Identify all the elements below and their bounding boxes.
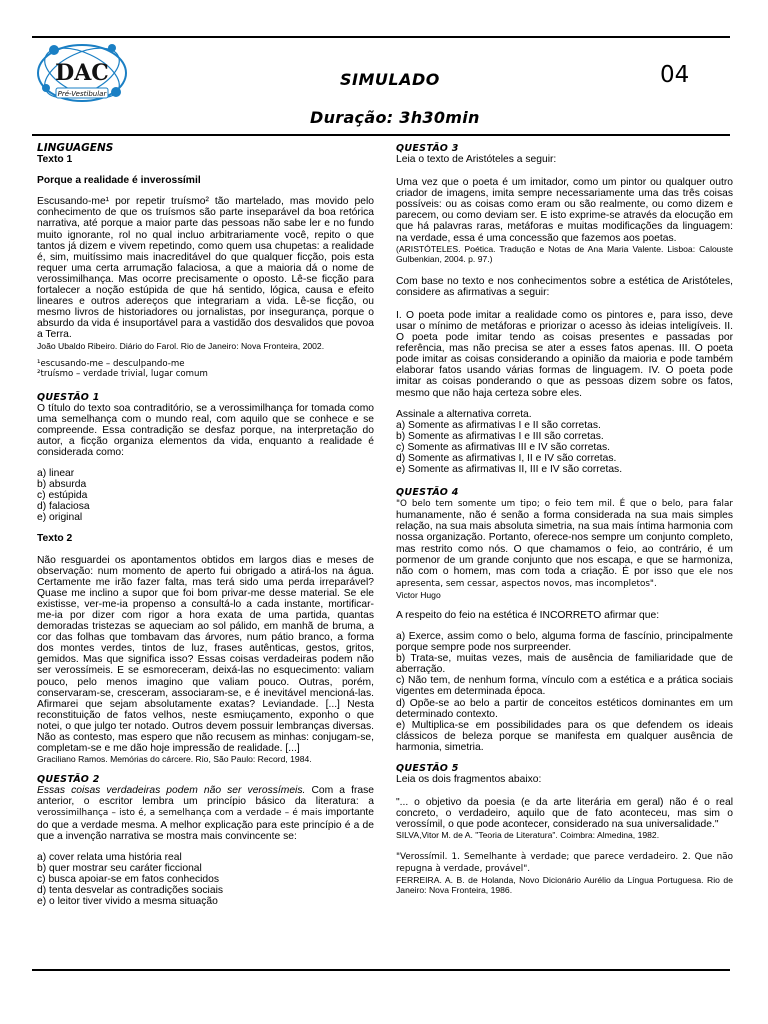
top-rule [32, 36, 730, 38]
question-4-body: humanamente, não é senão a forma considerada na sua mais simples relação, na sua mais absoluta simetria, na sua mais íntima harmonia com nossa organização. Portanto, oferece-nos sempre um conjunto completo, mas restrito como nós. O que chamamos o feio, ao contrário, é um pormenor de um grande conjunto que nos escapa, e que se harmoniza, não com o homem, mas com toda a criação. É por isso [396, 510, 733, 577]
left-column [37, 143, 374, 907]
question-4-spaced-b: que ele nos apresenta, sem cessar, aspectos novos, mas incompletos". [396, 566, 733, 589]
question-4-spaced-a: "O belo tem somente um tipo; o feio tem mil. É que o belo, para falar [396, 499, 733, 510]
question-1-option-e: e) original [37, 512, 83, 524]
question-2-text [37, 785, 374, 841]
duration-label: Duração: 3h30min [310, 108, 480, 127]
question-4-option-c: c) Não tem, de nenhum forma, vínculo com a estética e a prática sociais vigentes em determinada época. [396, 675, 733, 698]
question-3-heading: QUESTÃO 3 [396, 143, 459, 154]
question-3-items: I. O poeta pode imitar a realidade como os pintores e, para isso, deve usar o mínimo de metáforas e priorizar o acesso às ideias inteligíveis. II. O poeta pode imitar tendo as coisas presentes e passadas por referência, mas não precisa se ater a esses fatos apenas. III. O poeta pode imitar as coisas considerando a opinião da maioria e pode também elaborar fatos usando várias formas de linguagem. IV. O poeta pode imitar as coisas ponderando o que as pessoas dizem sobre os fatos, mesmo que não haja certeza sobre eles. [396, 309, 733, 399]
dac-logo [36, 36, 128, 110]
texto2-reference: Graciliano Ramos. Memórias do cárcere. Rio, São Paulo: Record, 1984. [37, 754, 312, 765]
question-3-reference: (ARISTÓTELES. Poética. Tradução e Notas de Ana Maria Valente. Lisboa: Calouste Gulbenkian, 2004. p. 97.) [396, 243, 733, 264]
question-3-quote: Uma vez que o poeta é um imitador, como um pintor ou qualquer outro criador de imagens, imita sempre necessariamente uma das três coisas possíveis: ou as coisas como eram ou são realmente, ou como dizem e parecem, ou como deviam ser. E isto exprime-se através da elocução em que há palavras raras, metáforas e muitas modificações da linguagem: na verdade, essa é uma concessão que fazemos aos poetas. [396, 177, 733, 244]
question-2-option-a: a) cover relata uma história real [37, 851, 182, 863]
question-2-text-b: importante do que a verdade mesma. A melhor explicação para este princípio é a de que a invenção narrativa se mostra mais convincente se: [37, 807, 375, 842]
texto1-reference: João Ubaldo Ribeiro. Diário do Farol. Rio de Janeiro: Nova Fronteira, 2002. [37, 340, 325, 351]
exam-number: 04 [660, 62, 690, 88]
question-2-spaced: verossimilhança – isto é, a semelhança com a verdade – é mais [37, 808, 323, 819]
question-3-intro: Leia o texto de Aristóteles a seguir: [396, 154, 557, 165]
question-2-text-a: Com a frase anterior, o escritor lembra um princípio básico da literatura: a [37, 785, 374, 808]
question-3-option-d: d) Somente as afirmativas I, II e IV são corretas. [396, 452, 617, 464]
question-3-text: Com base no texto e nos conhecimentos sobre a estética de Aristóteles, considere as afirmativas a seguir: [396, 275, 733, 298]
question-1-option-c: c) estúpida [37, 490, 88, 502]
texto1-body: Escusando-me¹ por repetir truísmo² tão martelado, mas movido pelo conhecimento de que os truísmos são parte inseparável da boa retórica narrativa, até porque a maior parte das pessoas não sabe ler e no fundo muito ignorante, rol no qual incluo arbitrariamente você, repito o que tantos já dizem e vivem repetindo, como quem usa chupetas: a realidade é, sim, muitíssimo mais inacreditável do que qualquer ficção, pois esta requer uma certa arrumação falaciosa, a que a maioria dá o nome de verossimilhança. Mas ocorre precisamente o oposto. Lê-se ficção para fortalecer a noção estúpida de que há sentido, lógica, causa e efeito lineares e outros adereços que integrariam a vida. Lê-se ficção, ou mesmo livros de historiadores ou jornalistas, por insegurança, porque o absurdo da vida é insuportável para a vastidão dos desvalidos que povoa a Terra. [37, 196, 374, 341]
question-1-heading: QUESTÃO 1 [37, 391, 100, 403]
page-title: SIMULADO [340, 70, 440, 89]
footnote-1: ¹escusando-me – desculpando-me [37, 358, 185, 369]
question-4-option-b: b) Trata-se, muitas vezes, mais de ausência de familiaridade que de aberração. [396, 653, 733, 676]
bottom-rule [32, 969, 730, 971]
question-5-fragment-1: "... o objetivo da poesia (e da arte literária em geral) não é o real concreto, o verdadeiro, aquilo que de fato aconteceu, mas sim o verossímil, o que pode acontecer, considerado na sua universalidade." [396, 797, 733, 831]
question-4-author: Victor Hugo [396, 589, 441, 600]
question-4-option-e: e) Multiplica-se em possibilidades para os que defendem os ideais clássicos de beleza porque se manifesta em qualquer ausência de harmonia, simetria. [396, 719, 733, 753]
question-4-heading: QUESTÃO 4 [396, 487, 459, 499]
logo-text: DAC [55, 60, 109, 86]
section-title: LINGUAGENS [37, 142, 114, 154]
question-1-option-d: d) falaciosa [37, 501, 90, 513]
texto2-body: Não resguardei os apontamentos obtidos em largos dias e meses de observação: num momento de aperto fui obrigado a atirá-los na água. Certamente me irão fazer falta, mas terá sido uma perda irreparável? Quase me inclino a supor que foi bom privar-me desse material. Se ele existisse, ver-me-ia propenso a consultá-lo a cada instante, mortificar-me-ia por dizer com rigor a hora exata de uma partida, quantas demoradas tristezas se aqueciam ao sol pálido, em manhã de bruma, a cor das folhas que tombavam das árvores, num pátio branco, a forma dos montes verdes, tintos de luz, frases autênticas, gestos, gritos, gemidos. Mas que significa isso? Essas coisas verdadeiras podem não ser verossímeis. E se esmoreceram, deixá-las no esquecimento: valiam pouco, pelo menos imagino que valiam pouco. Outras, porém, conservaram-se, cresceram, associaram-se, e é inevitável mencioná-las. Afirmarei que sejam absolutamente exatas? Leviandade. [...] Nesta reconstituição de fatos velhos, neste esmiuçamento, exponho o que notei, o que julgo ter notado. Outros devem possuir lembranças diversas. Não as contesto, mas espero que não recusem as minhas: conjugam-se, completam-se e me dão hoje impressão de realidade. [...] [37, 554, 374, 755]
question-2-option-d: d) tenta desvelar as contradições sociais [37, 884, 224, 896]
question-3-option-e: e) Somente as afirmativas II, III e IV são corretas. [396, 464, 623, 476]
question-4-quote [396, 498, 733, 590]
footnote-2: ²truísmo – verdade trivial, lugar comum [37, 369, 208, 379]
question-4-option-d: d) Opõe-se ao belo a partir de conceitos estéticos dominantes em um determinado contexto. [396, 697, 733, 720]
question-2-option-b: b) quer mostrar seu caráter ficcional [37, 862, 202, 874]
question-4-text: A respeito do feio na estética é INCORRETO afirmar que: [396, 609, 660, 621]
question-5-intro: Leia os dois fragmentos abaixo: [396, 774, 542, 786]
question-1-option-b: b) absurda [37, 479, 87, 491]
question-1-text: O título do texto soa contraditório, se a verossimilhança for tomada como uma semelhança com o mundo real, com aquilo que se conhece e se compreende. Essa contradição se desfaz porque, na interpretação do autor, a ficção organiza elementos da vida, enquanto a realidade é considerada como: [37, 402, 374, 458]
question-3-option-a: a) Somente as afirmativas I e II são corretas. [396, 419, 601, 431]
question-3-option-c: c) Somente as afirmativas III e IV são corretas. [396, 441, 611, 453]
question-5-heading: QUESTÃO 5 [396, 763, 459, 775]
texto1-label: Texto 1 [37, 154, 73, 166]
question-1-option-a: a) linear [37, 467, 75, 479]
question-2-heading: QUESTÃO 2 [37, 774, 100, 786]
question-4-option-a: a) Exerce, assim como o belo, alguma forma de fascínio, principalmente porque sempre pode nos surpreender. [396, 631, 733, 654]
texto1-title: Porque a realidade é inverossímil [37, 175, 201, 187]
question-2-option-e: e) o leitor tiver vivido a mesma situação [37, 896, 218, 908]
question-3-prompt: Assinale a alternativa correta. [396, 408, 532, 420]
question-5-reference-1: SILVA,Vitor M. de A. "Teoria de Literatura". Coimbra: Almedina, 1982. [396, 830, 660, 841]
texto2-label: Texto 2 [37, 533, 73, 545]
question-5-reference-2: FERREIRA. A. B. de Holanda, Novo Dicionário Aurélio da Língua Portuguesa. Rio de Janeiro: Nova Fronteira, 1986. [396, 874, 733, 895]
header-rule [32, 134, 730, 136]
right-column [396, 143, 733, 895]
question-2-option-c: c) busca apoiar-se em fatos conhecidos [37, 873, 220, 885]
logo-subtext: Pré-Vestibular [57, 90, 107, 98]
question-3-option-b: b) Somente as afirmativas I e III são corretas. [396, 430, 604, 442]
question-2-quote: Essas coisas verdadeiras podem não ser verossímeis. [37, 785, 306, 797]
question-5-fragment-2: "Verossímil. 1. Semelhante à verdade; que parece verdadeiro. 2. Que não repugna à verdade, provável". [396, 852, 733, 874]
